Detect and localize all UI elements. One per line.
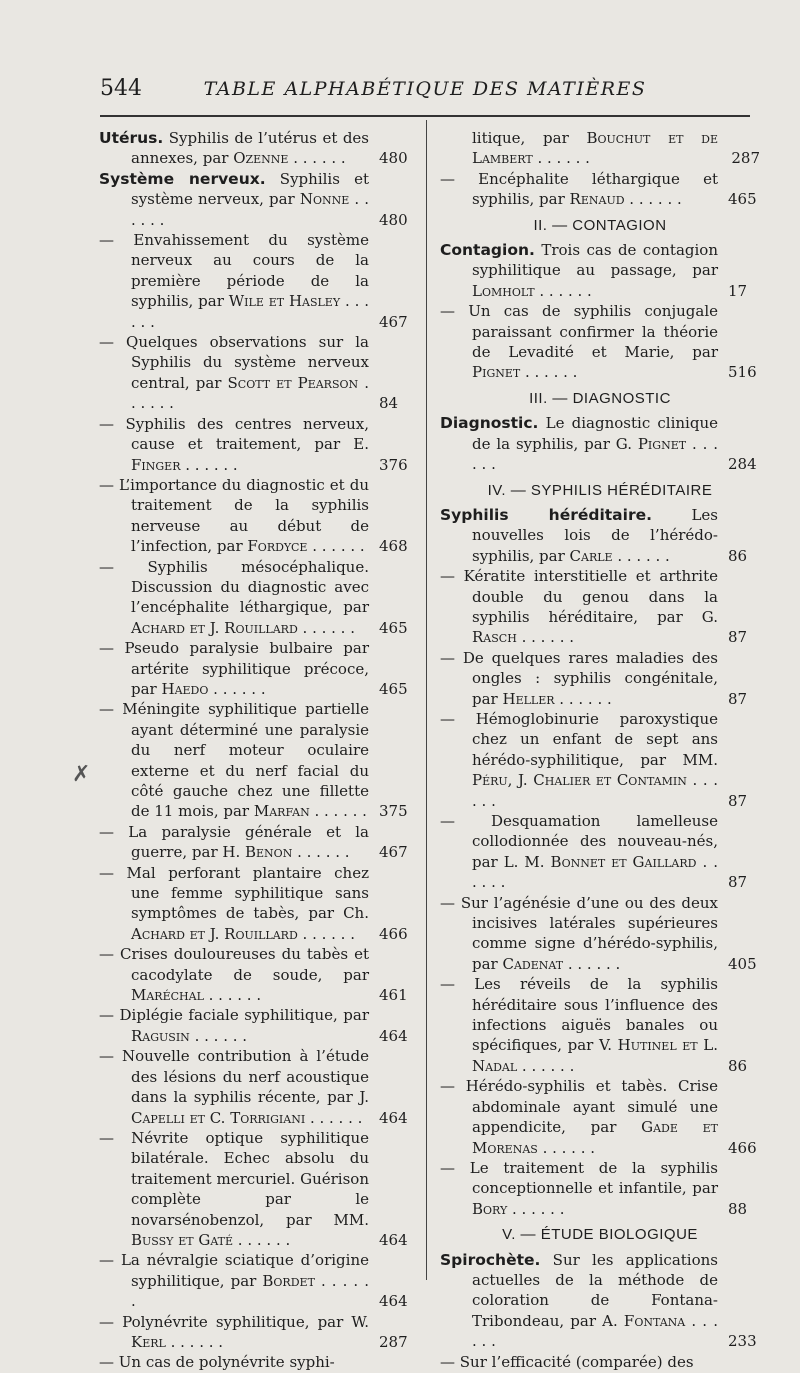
section-heading: IV. — SYPHILIS HÉRÉDITAIRE	[487, 481, 713, 499]
entry-text: — Un cas de syphilis conjugale paraissant confirmer la théorie de Levadité et Marie, par	[440, 302, 718, 362]
entry-text: — Sur l’efficacité (comparée) des	[440, 1352, 694, 1371]
entry-text: Syphilis et système nerveux, par	[131, 169, 370, 209]
entry-text: — Pseudo paralysie bulbaire par artérite syphilitique précoce, par	[99, 639, 369, 698]
index-entry-sub: — Polynévrite syphilitique, par W. Kerl . . . . . . 287	[99, 1312, 408, 1351]
entry-text: — Hérédo-syphilis et tabès. Crise abdominale ayant simulé une appendicite, par	[440, 1077, 718, 1137]
header-rule	[100, 115, 750, 117]
entry-text: — Hémoglobinurie paroxystique chez un enfant de sept ans hérédo-syphilitique, par MM.	[440, 709, 718, 769]
index-entry-sub: — Un cas de syphilis conjugale paraissant confirmer la théorie de Levadité et Marie, par Pignet . . . . . . 516	[440, 302, 757, 382]
entry-text: — Diplégie faciale syphilitique, par	[99, 1006, 369, 1025]
entry-author: Ragusin	[131, 1026, 190, 1045]
entry-text: Syphilis de l’utérus et des annexes, par	[131, 129, 369, 168]
index-entry-sub: litique, par Bouchut et de Lambert . . . . . . 287	[472, 129, 760, 168]
entry-text: — Syphilis mésocéphalique. Discussion du diagnostic avec l’encéphalite léthargique, par	[99, 557, 369, 617]
entry-author: L. M. Bonnet et Gaillard	[503, 852, 697, 871]
entry-text: — Mal perforant plantaire chez une femme syphilitique sans symptômes de tabès, par Ch.	[99, 863, 369, 923]
entry-text: — Polynévrite syphilitique, par	[99, 1312, 352, 1331]
subject-heading: Système nerveux.	[99, 169, 266, 188]
entry-text: — Sur l’agénésie d’une ou des deux incisives latérales supérieures comme signe d’hérédo-syphilis, par	[440, 893, 718, 973]
entry-text: — De quelques rares maladies des ongles : syphilis congénitale, par	[440, 648, 718, 708]
entry-author: Péru, J. Chalier et Contamin	[472, 771, 687, 790]
index-entry-sub: — Encéphalite léthargique et syphilis, par Renaud . . . . . . 465	[440, 169, 757, 209]
index-entry-sub	[440, 1352, 760, 1372]
entry-author: Heller	[502, 689, 555, 708]
page-header	[100, 72, 750, 112]
section-heading: II. — CONTAGION	[533, 216, 667, 234]
entry-author: Haedo	[161, 679, 209, 698]
index-entry-sub: — Nouvelle contribution à l’étude des lésions du nerf acoustique dans la syphilis récente, par J. Capelli et C. Torrigiani . . . . . . 464	[99, 1047, 408, 1127]
entry-author: E. Finger	[131, 435, 369, 474]
index-entry-sub: — Pseudo paralysie bulbaire par artérite syphilitique précoce, par Haedo . . . . . . 465	[99, 639, 408, 698]
left-column	[99, 128, 411, 1373]
index-entry-sub: — Hérédo-syphilis et tabès. Crise abdominale ayant simulé une appendicite, par Gade et Morenas . . . . . . 466	[440, 1077, 757, 1157]
column-divider	[426, 120, 427, 1280]
entry-author: H. Benon	[222, 843, 293, 862]
subject-heading: Contagion.	[440, 241, 535, 260]
entry-text: — Crises douloureuses du tabès et cacodylate de soude, par	[99, 945, 369, 984]
index-entry-sub: — Névrite optique syphilitique bilatérale. Echec absolu du traitement mercuriel. Guérison complète par le novarsénobenzol, par MM. Bussy et Gaté . . . . . . 464	[99, 1128, 408, 1249]
index-entry-sub: — Desquamation lamelleuse collodionnée des nouveau-nés, par L. M. Bonnet et Gaillard . . . . . . 87	[440, 812, 748, 892]
entry-author: Wile et Hasley	[228, 292, 341, 311]
index-entry-sub: — Diplégie faciale syphilitique, par Ragusin . . . . . . 464	[99, 1006, 408, 1045]
entry-author: Lomholt	[472, 281, 535, 300]
subject-heading: Syphilis héréditaire.	[440, 505, 652, 524]
entry-text: — Névrite optique syphilitique bilatérale. Echec absolu du traitement mercuriel. Guérison complète par le novarsénobenzol, par MM.	[99, 1128, 369, 1229]
entry-author: Hutinel et L. Nadal	[472, 1036, 719, 1075]
subject-heading: Utérus.	[99, 129, 164, 147]
index-entry-sub: — De quelques rares maladies des ongles : syphilis congénitale, par Heller . . . . . . 87	[440, 648, 748, 708]
index-entry-sub: — Hémoglobinurie paroxystique chez un enfant de sept ans hérédo-syphilitique, par MM. Péru, J. Chalier et Contamin . . . . . . 87	[440, 709, 748, 810]
entry-text: Le diagnostic clinique de la syphilis, par	[472, 414, 718, 453]
subject-heading: Diagnostic.	[440, 414, 539, 433]
index-entry-sub: — Sur l’agénésie d’une ou des deux incisives latérales supérieures comme signe d’hérédo-syphilis, par Cadenat . . . . . . 405	[440, 893, 757, 973]
entry-author: Bouchut et de Lambert	[472, 129, 718, 168]
margin-annotation-mark: ✗	[72, 762, 91, 787]
entry-author: G. Rasch	[472, 607, 718, 647]
entry-text: litique, par	[472, 129, 587, 147]
index-entry-sub: — Crises douloureuses du tabès et cacodylate de soude, par Maréchal . . . . . . 461	[99, 945, 408, 1005]
entry-author: Bussy et Gaté	[131, 1230, 234, 1249]
entry-author: Achard et J. Rouillard	[131, 618, 298, 637]
index-entry-sub: — Mal perforant plantaire chez une femme syphilitique sans symptômes de tabès, par Ch. Achard et J. Rouillard . . . . . . 466	[99, 863, 408, 943]
entry-text: — Encéphalite léthargique et syphilis, par	[440, 169, 718, 209]
entry-author: Carle	[569, 546, 613, 565]
entry-text: — Un cas de polynévrite syphi-	[99, 1353, 335, 1372]
index-entry-sub: — Syphilis des centres nerveux, cause et traitement, par E. Finger . . . . . . 376	[99, 414, 408, 474]
entry-text: Sur les applications actuelles de la méthode de coloration de Fontana-Tribondeau, par A.	[472, 1250, 718, 1330]
index-entry-main: Spirochète. Sur les applications actuelles de la méthode de coloration de Fontana-Tribondeau, par A. Fontana . . . . . . 233	[440, 1250, 757, 1351]
index-entry-sub: — Envahissement du système nerveux au cours de la première période de la syphilis, par Wile et Hasley . . . . . . 467	[99, 231, 408, 331]
entry-author: Gade et Morenas	[472, 1118, 718, 1157]
entry-text: — Syphilis des centres nerveux, cause et traitement, par	[99, 414, 369, 454]
index-entry-sub: — Méningite syphilitique partielle ayant déterminé une paralysie du nerf moteur oculaire externe et du nerf facial du côté gauche chez une fillette de 11 mois, par Marfan . . . . . . 375	[99, 700, 408, 821]
entry-text: — Le traitement de la syphilis conceptionnelle et infantile, par	[440, 1158, 718, 1198]
entry-text: — Nouvelle contribution à l’étude des lésions du nerf acoustique dans la syphilis récente, par	[99, 1047, 369, 1107]
entry-text: — Méningite syphilitique partielle ayant déterminé une paralysie du nerf moteur oculaire externe et du nerf facial du côté gauche chez une fillette de 11 mois, par	[99, 700, 369, 821]
entry-author: Marfan	[253, 802, 310, 821]
index-entry-main: Contagion. Trois cas de contagion syphilitique au passage, par Lomholt . . . . . . 17	[440, 241, 748, 300]
entry-author: Nonne	[299, 190, 350, 209]
running-title: TABLE ALPHABÉTIQUE DES MATIÈRES	[203, 78, 647, 100]
right-column	[440, 128, 760, 1372]
index-entry-main: Utérus. Syphilis de l’utérus et des annexes, par Ozenne . . . . . . 480	[99, 129, 408, 168]
entry-author: Fontana	[623, 1311, 686, 1330]
index-entry-main: Système nerveux. Syphilis et système nerveux, par Nonne . . . . . . 480	[99, 169, 408, 229]
entry-author: Renaud	[569, 190, 625, 209]
index-entry-sub	[99, 1352, 411, 1372]
index-entry-sub: — Les réveils de la syphilis héréditaire sous l’influence des infections aiguës banales ou spécifiques, par V. Hutinel et L. Nadal . . . . . . 86	[440, 975, 748, 1075]
entry-page-number: 287	[731, 149, 760, 168]
entry-author: Bory	[472, 1199, 508, 1218]
entry-text: — La paralysie générale et la guerre, par	[99, 822, 369, 862]
index-entry-sub: — Quelques observations sur la Syphilis du système nerveux central, par Scott et Pearson . . . . . . 84	[99, 333, 399, 413]
entry-author: Cadenat	[502, 954, 564, 973]
entry-text: Trois cas de contagion syphilitique au passage, par	[472, 241, 718, 280]
section-heading: III. — DIAGNOSTIC	[529, 389, 671, 407]
entry-text: — Les réveils de la syphilis héréditaire sous l’influence des infections aiguës banales ou spécifiques, par V.	[440, 975, 718, 1055]
entry-author: W. Kerl	[131, 1312, 369, 1351]
entry-text: Les nouvelles lois de l’hérédo-syphilis, par	[472, 505, 718, 565]
index-entry-sub: — La névralgie sciatique d’origine syphilitique, par Bordet . . . . . . 464	[99, 1251, 408, 1311]
section-heading: V. — ÉTUDE BIOLOGIQUE	[502, 1226, 698, 1244]
entry-text: — L’importance du diagnostic et du traitement de la syphilis nerveuse au début de l’infection, par	[99, 475, 369, 556]
subject-heading: Spirochète.	[440, 1250, 541, 1269]
index-entry-sub: — Syphilis mésocéphalique. Discussion du diagnostic avec l’encéphalite léthargique, par Achard et J. Rouillard . . . . . . 465	[99, 557, 408, 637]
entry-text: — La névralgie sciatique d’origine syphilitique, par	[99, 1251, 369, 1290]
index-entry-sub: — Le traitement de la syphilis conceptionnelle et infantile, par Bory . . . . . . 88	[440, 1158, 748, 1218]
index-entry-sub: — Kératite interstitielle et arthrite double du genou dans la syphilis héréditaire, par G. Rasch . . . . . . 87	[440, 567, 748, 647]
entry-author: J. Capelli et C. Torrigiani	[131, 1088, 369, 1127]
entry-author: Maréchal	[131, 986, 204, 1005]
entry-text: — Envahissement du système nerveux au cours de la première période de la syphilis, par	[99, 231, 369, 311]
entry-text: — Kératite interstitielle et arthrite double du genou dans la syphilis héréditaire, par	[440, 567, 718, 626]
entry-author: Bordet	[262, 1271, 315, 1290]
entry-author: G. Pignet	[615, 434, 687, 453]
entry-text: — Desquamation lamelleuse collodionnée des nouveau-nés, par	[440, 812, 718, 871]
entry-author: Ozenne	[233, 149, 289, 168]
index-entry-main: Syphilis héréditaire. Les nouvelles lois de l’hérédo-syphilis, par Carle . . . . . . 86	[440, 505, 748, 565]
entry-text: — Quelques observations sur la Syphilis du système nerveux central, par	[99, 333, 369, 392]
index-entry-sub: — L’importance du diagnostic et du traitement de la syphilis nerveuse au début de l’infection, par Fordyce . . . . . . 468	[99, 475, 408, 556]
entry-author: Achard et J. Rouillard	[131, 924, 298, 943]
index-entry-sub: — La paralysie générale et la guerre, par H. Benon . . . . . . 467	[99, 822, 408, 862]
entry-author: Fordyce	[247, 537, 308, 556]
index-entry-main: Diagnostic. Le diagnostic clinique de la syphilis, par G. Pignet . . . . . . 284	[440, 414, 757, 474]
page-number: 544	[100, 76, 142, 101]
entry-author: Scott et Pearson	[227, 373, 359, 392]
entry-author: Pignet	[472, 363, 521, 382]
